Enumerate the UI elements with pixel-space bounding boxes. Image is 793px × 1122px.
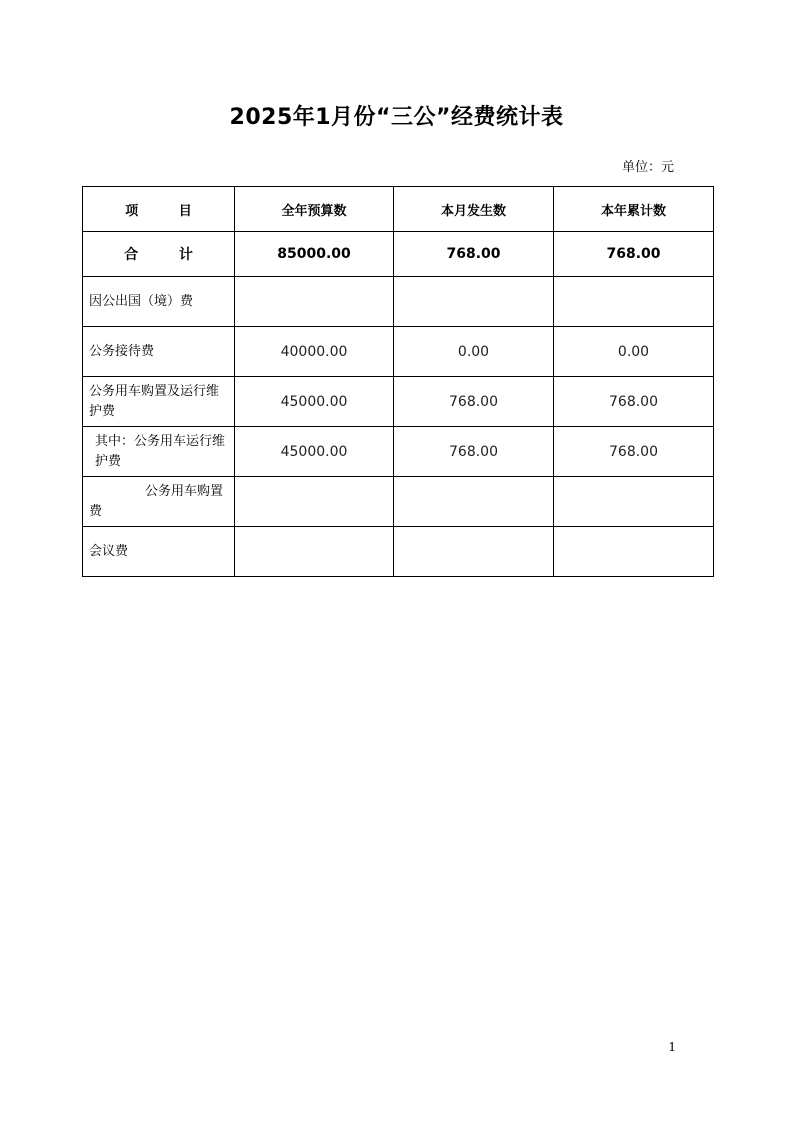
table-row <box>83 277 714 327</box>
row-budget: 40000.00 <box>235 327 394 377</box>
row-month: 768.00 <box>394 377 554 427</box>
row-label: 公务用车购置及运行维护费 <box>83 377 235 427</box>
header-monthly-amount: 本月发生数 <box>394 187 554 232</box>
table-row <box>83 477 714 527</box>
row-month: 768.00 <box>394 427 554 477</box>
row-month <box>394 477 554 527</box>
total-row <box>83 232 714 277</box>
total-label: 合 计 <box>83 232 235 277</box>
row-ytd <box>554 477 714 527</box>
page-number: 1 <box>668 1040 676 1054</box>
row-budget: 45000.00 <box>235 427 394 477</box>
row-ytd <box>554 527 714 577</box>
total-ytd: 768.00 <box>554 232 714 277</box>
total-budget: 85000.00 <box>235 232 394 277</box>
row-label: 公务用车购置费 <box>83 477 235 527</box>
table-row <box>83 327 714 377</box>
table-header-row <box>83 187 714 232</box>
row-month <box>394 527 554 577</box>
row-ytd: 0.00 <box>554 327 714 377</box>
row-label: 会议费 <box>83 527 235 577</box>
table-row <box>83 527 714 577</box>
row-month <box>394 277 554 327</box>
row-ytd: 768.00 <box>554 377 714 427</box>
row-label: 公务接待费 <box>83 327 235 377</box>
unit-label: 单位：元 <box>621 160 674 175</box>
row-label: 其中：公务用车运行维护费 <box>83 427 235 477</box>
header-ytd-amount: 本年累计数 <box>554 187 714 232</box>
row-budget <box>235 527 394 577</box>
total-month: 768.00 <box>394 232 554 277</box>
header-annual-budget: 全年预算数 <box>235 187 394 232</box>
table-row <box>83 427 714 477</box>
row-ytd <box>554 277 714 327</box>
row-budget <box>235 477 394 527</box>
header-item: 项 目 <box>83 187 235 232</box>
row-budget <box>235 277 394 327</box>
expense-table <box>82 186 714 577</box>
page-title: 2025年1月份“三公”经费统计表 <box>229 105 564 130</box>
row-ytd: 768.00 <box>554 427 714 477</box>
row-month: 0.00 <box>394 327 554 377</box>
row-budget: 45000.00 <box>235 377 394 427</box>
table-row <box>83 377 714 427</box>
row-label: 因公出国（境）费 <box>83 277 235 327</box>
